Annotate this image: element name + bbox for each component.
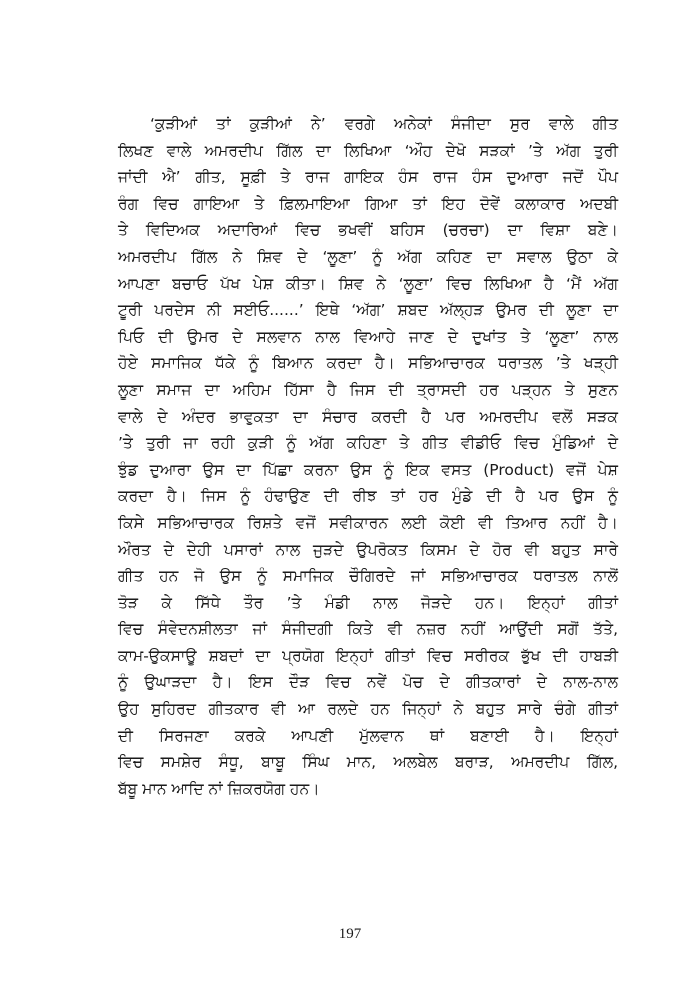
text-line: ਰੰਗ ਵਿਚ ਗਾਇਆ ਤੇ ਫ਼ਿਲਮਾਇਆ ਗਿਆ ਤਾਂ ਇਹ ਦੋਵੇਂ ਕਲਾਕਾਰ ਅਦਬੀ — [118, 194, 618, 213]
text-line: ਆਪਣਾ ਬਚਾਓ ਪੱਖ ਪੇਸ਼ ਕੀਤਾ। ਸ਼ਿਵ ਨੇ ‘ਲੂਣਾ’ ਵਿਚ ਲਿਖਿਆ ਹੈ ‘ਮੈਂ ਅੱਗ — [118, 274, 618, 293]
text-line: ਨੂੰ ਉਘਾੜਦਾ ਹੈ। ਇਸ ਦੌੜ ਵਿਚ ਨਵੇਂ ਪੋਚ ਦੇ ਗੀਤਕਾਰਾਂ ਦੇ ਨਾਲ-ਨਾਲ — [118, 673, 618, 692]
text-line: ਵਾਲੇ ਦੇ ਅੰਦਰ ਭਾਵੁਕਤਾ ਦਾ ਸੰਚਾਰ ਕਰਦੀ ਹੈ ਪਰ ਅਮਰਦੀਪ ਵਲੋਂ ਸੜਕ — [118, 407, 618, 426]
text-line: ਕਰਦਾ ਹੈ। ਜਿਸ ਨੂੰ ਹੰਢਾਉਣ ਦੀ ਰੀਝ ਤਾਂ ਹਰ ਮੁੰਡੇ ਦੀ ਹੈ ਪਰ ਉਸ ਨੂੰ — [118, 487, 618, 506]
text-line: ਹੋਏ ਸਮਾਜਿਕ ਧੱਕੇ ਨੂੰ ਬਿਆਨ ਕਰਦਾ ਹੈ। ਸਭਿਆਚਾਰਕ ਧਰਾਤਲ ’ਤੇ ਖੜ੍ਹੀ — [118, 354, 618, 373]
text-line: ਪਿਓ ਦੀ ਉਮਰ ਦੇ ਸਲਵਾਨ ਨਾਲ ਵਿਆਹੇ ਜਾਣ ਦੇ ਦੁਖਾਂਤ ਤੇ ‘ਲੂਣਾ’ ਨਾਲ — [118, 327, 618, 346]
text-line: ਵਿਚ ਸਮਸ਼ੇਰ ਸੰਧੂ, ਬਾਬੂ ਸਿੰਘ ਮਾਨ, ਅਲਬੇਲ ਬਰਾੜ, ਅਮਰਦੀਪ ਗਿੱਲ, — [118, 753, 618, 772]
text-line: ਜਾਂਦੀ ਐ’ ਗੀਤ, ਸੂਫ਼ੀ ਤੇ ਰਾਜ ਗਾਇਕ ਹੰਸ ਰਾਜ ਹੰਸ ਦੁਆਰਾ ਜਦੋਂ ਪੌਪ — [118, 168, 618, 187]
text-line: ‘ਕੁੜੀਆਂ ਤਾਂ ਕੁੜੀਆਂ ਨੇ’ ਵਰਗੇ ਅਨੇਕਾਂ ਸੰਜੀਦਾ ਸੁਰ ਵਾਲੇ ਗੀਤ — [150, 115, 618, 133]
text-line: ਵਿਚ ਸੰਵੇਦਨਸ਼ੀਲਤਾ ਜਾਂ ਸੰਜੀਦਗੀ ਕਿਤੇ ਵੀ ਨਜ਼ਰ ਨਹੀਂ ਆਉਂਦੀ ਸਗੋਂ ਤੱਤੇ, — [118, 620, 618, 639]
text-line: ਗੀਤ ਹਨ ਜੋ ਉਸ ਨੂੰ ਸਮਾਜਿਕ ਚੌਗਿਰਦੇ ਜਾਂ ਸਭਿਆਚਾਰਕ ਧਰਾਤਲ ਨਾਲੋਂ — [118, 567, 618, 586]
body-paragraph — [118, 111, 618, 802]
text-line: ਦੀ ਸਿਰਜਣਾ ਕਰਕੇ ਆਪਣੀ ਮੁੱਲਵਾਨ ਥਾਂ ਬਣਾਈ ਹੈ। ਇਨ੍ਹਾਂ — [118, 726, 618, 745]
text-line: ਲਿਖਣ ਵਾਲੇ ਅਮਰਦੀਪ ਗਿੱਲ ਦਾ ਲਿਖਿਆ ‘ਔਹ ਦੇਖੋ ਸੜਕਾਂ ’ਤੇ ਅੱਗ ਤੁਰੀ — [118, 141, 618, 160]
page-number: 197 — [338, 926, 362, 942]
text-line: ਅਮਰਦੀਪ ਗਿੱਲ ਨੇ ਸ਼ਿਵ ਦੇ ‘ਲੂਣਾ’ ਨੂੰ ਅੱਗ ਕਹਿਣ ਦਾ ਸਵਾਲ ਉਠਾ ਕੇ — [118, 247, 618, 266]
text-line: ਕਿਸੇ ਸਭਿਆਚਾਰਕ ਰਿਸ਼ਤੇ ਵਜੋਂ ਸਵੀਕਾਰਨ ਲਈ ਕੋਈ ਵੀ ਤਿਆਰ ਨਹੀਂ ਹੈ। — [118, 513, 618, 532]
text-line: ਉਹ ਸੁਹਿਰਦ ਗੀਤਕਾਰ ਵੀ ਆ ਰਲਦੇ ਹਨ ਜਿਨ੍ਹਾਂ ਨੇ ਬਹੁਤ ਸਾਰੇ ਚੰਗੇ ਗੀਤਾਂ — [118, 700, 618, 719]
text-line: ਲੂਣਾ ਸਮਾਜ ਦਾ ਅਹਿਮ ਹਿੱਸਾ ਹੈ ਜਿਸ ਦੀ ਤ੍ਰਾਸਦੀ ਹਰ ਪੜ੍ਹਨ ਤੇ ਸੁਣਨ — [118, 380, 618, 399]
text-line: ਬੱਬੂ ਮਾਨ ਆਦਿ ਨਾਂ ਜ਼ਿਕਰਯੋਗ ਹਨ। — [118, 779, 320, 798]
text-line: ’ਤੇ ਤੁਰੀ ਜਾ ਰਹੀ ਕੁੜੀ ਨੂੰ ਅੱਗ ਕਹਿਣਾ ਤੇ ਗੀਤ ਵੀਡੀਓ ਵਿਚ ਮੁੰਡਿਆਂ ਦੇ — [118, 434, 618, 453]
text-line: ਝੁੰਡ ਦੁਆਰਾ ਉਸ ਦਾ ਪਿੱਛਾ ਕਰਨਾ ਉਸ ਨੂੰ ਇਕ ਵਸਤ (Product) ਵਜੋਂ ਪੇਸ਼ — [118, 460, 618, 479]
text-line: ਤੇ ਵਿਦਿਅਕ ਅਦਾਰਿਆਂ ਵਿਚ ਭਖਵੀਂ ਬਹਿਸ (ਚਰਚਾ) ਦਾ ਵਿਸ਼ਾ ਬਣੇ। — [118, 221, 618, 240]
text-line: ਔਰਤ ਦੇ ਦੇਹੀ ਪਸਾਰਾਂ ਨਾਲ ਜੁੜਦੇ ਉਪਰੋਕਤ ਕਿਸਮ ਦੇ ਹੋਰ ਵੀ ਬਹੁਤ ਸਾਰੇ — [118, 540, 618, 559]
text-line: ਤੋੜ ਕੇ ਸਿੱਧੇ ਤੌਰ ’ਤੇ ਮੰਡੀ ਨਾਲ ਜੋੜਦੇ ਹਨ। ਇਨ੍ਹਾਂ ਗੀਤਾਂ — [118, 593, 618, 612]
text-line: ਟੂਰੀ ਪਰਦੇਸ ਨੀ ਸਈਓ......’ ਇਥੇ ‘ਅੱਗ’ ਸ਼ਬਦ ਅੱਲ੍ਹੜ ਉਮਰ ਦੀ ਲੂਣਾ ਦਾ — [118, 301, 618, 320]
text-line: ਕਾਮ-ਉਕਸਾਊ ਸ਼ਬਦਾਂ ਦਾ ਪ੍ਰਯੋਗ ਇਨ੍ਹਾਂ ਗੀਤਾਂ ਵਿਚ ਸਰੀਰਕ ਭੁੱਖ ਦੀ ਹਾਬੜੀ — [118, 646, 618, 665]
